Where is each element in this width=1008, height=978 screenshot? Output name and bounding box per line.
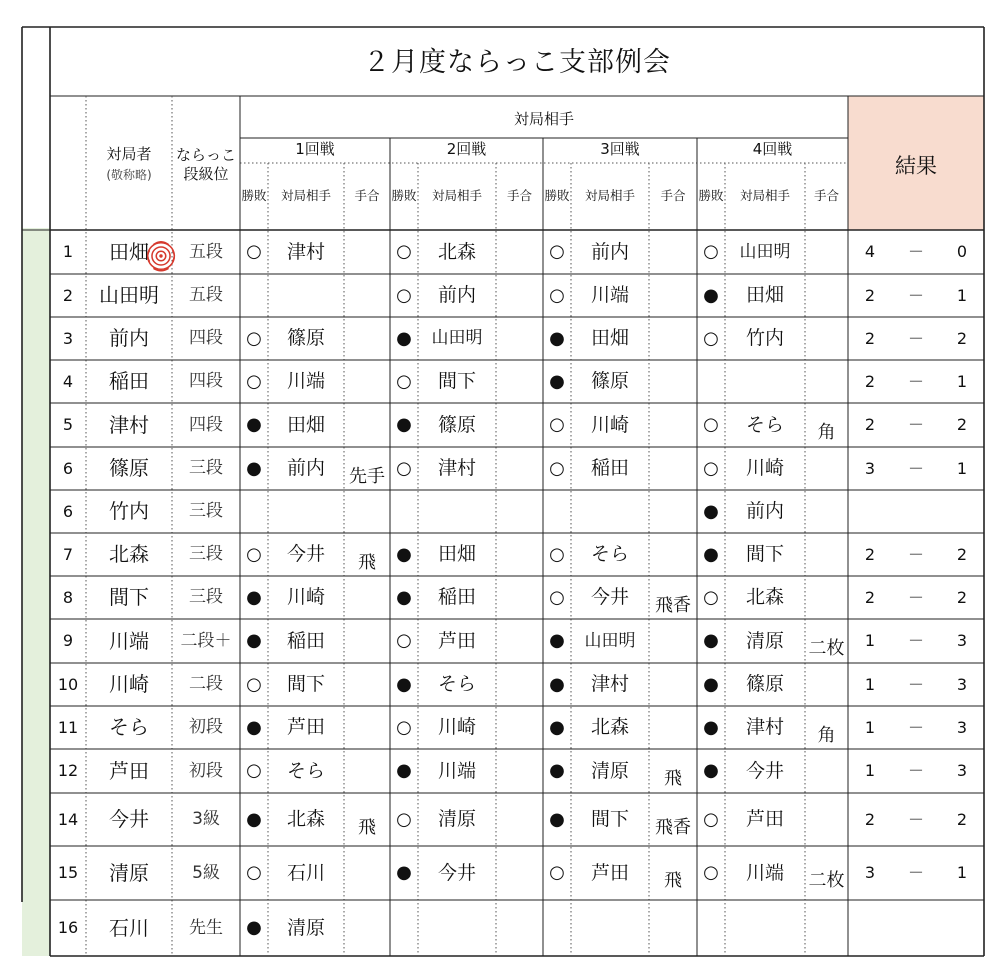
round-2-header: 2回戦 [446,140,487,158]
loss-mark: ● [549,328,565,349]
sub-header-opponent: 対局相手 [431,188,482,203]
score-wins: 4 [864,242,876,261]
loss-mark: ● [703,674,719,695]
opponent-name: 川崎 [590,414,629,436]
opponent-name: 川端 [437,760,476,782]
handicap: 飛 [358,552,376,573]
loss-mark: ● [703,501,719,522]
player-rank: 5級 [192,863,220,883]
opponent-name: 川崎 [437,716,476,738]
win-mark: ○ [549,862,565,883]
player-rank: 三段 [189,544,223,564]
opponent-name: 田畑 [437,543,476,565]
win-mark: ○ [246,862,262,883]
score-dash: － [907,631,924,650]
player-rank: 二段＋ [180,631,232,651]
opponent-name: そら [286,760,325,782]
player-name: 川端 [109,629,149,653]
win-mark: ○ [396,630,412,651]
score-losses: 2 [956,415,968,434]
opponent-name: 田畑 [745,284,784,306]
win-mark: ○ [703,458,719,479]
handicap: 二枚 [808,870,845,891]
loss-mark: ● [246,809,262,830]
loss-mark: ● [396,760,412,781]
row-number: 15 [57,863,79,882]
row-number: 5 [62,415,74,434]
score-wins: 2 [864,286,876,305]
round-1-header: 1回戦 [295,140,335,158]
player-name: 稲田 [109,369,149,393]
player-rank: 四段 [189,371,223,391]
opponent-name: 前内 [745,500,784,522]
loss-mark: ● [703,630,719,651]
win-mark: ○ [703,862,719,883]
sub-header-opponent: 対局相手 [280,188,331,203]
opponent-name: 津村 [590,673,629,695]
opponent-name: 篠原 [286,327,325,349]
win-mark: ○ [549,414,565,435]
win-mark: ○ [549,458,565,479]
score-dash: － [907,588,924,607]
score-losses: 1 [956,863,968,882]
sub-header-win: 勝敗 [544,188,570,203]
header-rank-2: 段級位 [183,165,229,183]
loss-mark: ● [703,717,719,738]
score-dash: － [907,810,924,829]
opponent-name: 稲田 [286,630,325,652]
player-rank: 四段 [189,415,223,435]
opponent-name: 山田明 [431,328,483,348]
loss-mark: ● [396,862,412,883]
score-wins: 1 [864,761,876,780]
row-number: 1 [62,242,74,261]
opponent-name: 山田明 [739,242,791,262]
win-mark: ○ [246,544,262,565]
row-number: 16 [57,918,79,937]
player-name: 山田明 [99,283,159,307]
opponent-name: 北森 [286,808,325,830]
row-number: 12 [57,761,79,780]
opponent-name: 清原 [437,808,476,830]
player-name: 間下 [109,585,149,609]
row-number: 4 [62,372,74,391]
header-opponents: 対局相手 [513,110,574,128]
opponent-name: 北森 [437,241,476,263]
loss-mark: ● [549,717,565,738]
win-mark: ○ [703,241,719,262]
opponent-name: 北森 [590,716,629,738]
opponent-name: そら [437,673,476,695]
win-mark: ○ [549,587,565,608]
loss-mark: ● [703,285,719,306]
win-mark: ○ [396,458,412,479]
win-mark: ○ [703,328,719,349]
sub-header-handicap: 手合 [660,188,686,203]
row-number: 11 [57,718,79,737]
opponent-name: 津村 [286,241,325,263]
handicap: 角 [817,422,836,443]
score-dash: － [907,675,924,694]
score-losses: 1 [956,286,968,305]
row-number: 9 [62,631,74,650]
loss-mark: ● [703,544,719,565]
opponent-name: 川端 [745,862,784,884]
sub-header-win: 勝敗 [698,188,724,203]
win-mark: ○ [246,328,262,349]
opponent-name: 芦田 [745,808,784,830]
score-losses: 2 [956,810,968,829]
opponent-name: 竹内 [745,327,784,349]
opponent-name: 稲田 [437,586,476,608]
opponent-name: 前内 [286,457,325,479]
win-mark: ○ [246,241,262,262]
row-number: 8 [62,588,74,607]
score-losses: 2 [956,588,968,607]
player-name: 今井 [109,807,149,831]
score-wins: 2 [864,372,876,391]
opponent-name: 川崎 [745,457,784,479]
header-player-note: (敬称略) [106,168,152,182]
opponent-name: 今井 [286,543,325,565]
score-wins: 3 [864,863,876,882]
player-rank: 先生 [189,918,223,938]
opponent-name: 間下 [590,808,629,830]
opponent-name: そら [745,414,784,436]
opponent-name: 津村 [437,457,476,479]
row-number: 3 [62,329,74,348]
opponent-name: 津村 [745,716,784,738]
score-wins: 1 [864,631,876,650]
loss-mark: ● [246,630,262,651]
score-dash: － [907,329,924,348]
player-name: 篠原 [109,456,149,480]
handicap: 飛 [358,817,376,838]
player-rank: 3級 [192,809,220,829]
score-dash: － [907,863,924,882]
opponent-name: 篠原 [590,370,629,392]
loss-mark: ● [246,587,262,608]
player-name: 清原 [109,861,149,885]
score-losses: 3 [956,675,968,694]
score-dash: － [907,545,924,564]
score-losses: 0 [956,242,968,261]
score-losses: 3 [956,631,968,650]
opponent-name: そら [590,543,629,565]
loss-mark: ● [246,458,262,479]
score-dash: － [907,761,924,780]
loss-mark: ● [549,809,565,830]
loss-mark: ● [246,414,262,435]
row-number: 6 [62,459,74,478]
win-mark: ○ [396,285,412,306]
score-dash: － [907,459,924,478]
score-wins: 2 [864,810,876,829]
player-rank: 初段 [189,761,223,781]
opponent-name: 今井 [590,586,629,608]
loss-mark: ● [549,760,565,781]
sub-header-handicap: 手合 [813,188,839,203]
win-mark: ○ [549,285,565,306]
opponent-name: 芦田 [590,862,629,884]
loss-mark: ● [703,760,719,781]
row-number: 6 [62,502,74,521]
player-name: 津村 [109,413,149,437]
player-rank: 四段 [189,328,223,348]
win-mark: ○ [396,809,412,830]
player-rank: 三段 [189,587,223,607]
opponent-name: 稲田 [590,457,629,479]
win-mark: ○ [703,809,719,830]
win-mark: ○ [396,371,412,392]
player-name: 前内 [109,326,149,350]
handicap: 飛香 [655,595,691,616]
opponent-name: 芦田 [286,716,325,738]
loss-mark: ● [549,630,565,651]
loss-mark: ● [246,717,262,738]
row-number: 10 [57,675,79,694]
player-name: 竹内 [109,499,149,523]
win-mark: ○ [703,587,719,608]
score-wins: 3 [864,459,876,478]
loss-mark: ● [396,414,412,435]
score-losses: 3 [956,761,968,780]
handicap: 飛 [664,768,682,789]
round-4-header: 4回戦 [752,140,793,158]
score-losses: 2 [956,329,968,348]
opponent-name: 芦田 [437,630,476,652]
win-mark: ○ [703,414,719,435]
loss-mark: ● [549,371,565,392]
opponent-name: 篠原 [437,414,476,436]
player-name: そら [109,715,149,739]
handicap: 先手 [349,466,385,487]
score-losses: 1 [956,459,968,478]
opponent-name: 川端 [590,284,629,306]
player-name: 田畑 [109,240,149,264]
opponent-name: 間下 [745,543,784,565]
win-mark: ○ [396,717,412,738]
player-name: 北森 [109,542,149,566]
loss-mark: ● [396,544,412,565]
score-losses: 2 [956,545,968,564]
score-wins: 2 [864,588,876,607]
opponent-name: 今井 [745,760,784,782]
loss-mark: ● [396,587,412,608]
player-rank: 二段 [189,674,223,694]
loss-mark: ● [396,674,412,695]
score-wins: 2 [864,329,876,348]
loss-mark: ● [549,674,565,695]
player-rank: 初段 [189,717,223,737]
win-mark: ○ [246,674,262,695]
score-dash: － [907,415,924,434]
opponent-name: 間下 [437,370,476,392]
opponent-name: 北森 [745,586,784,608]
score-dash: － [907,718,924,737]
score-wins: 2 [864,545,876,564]
sub-header-handicap: 手合 [506,188,532,203]
score-dash: － [907,286,924,305]
player-name: 芦田 [109,759,149,783]
handicap: 角 [817,725,836,746]
opponent-name: 清原 [286,917,325,939]
win-mark: ○ [246,760,262,781]
player-name: 石川 [109,916,149,940]
score-dash: － [907,372,924,391]
score-losses: 3 [956,718,968,737]
round-3-header: 3回戦 [600,140,640,158]
header-player: 対局者 [106,145,152,163]
sub-header-win: 勝敗 [241,188,267,203]
header-result: 結果 [895,154,937,178]
player-name: 川崎 [109,672,149,696]
player-rank: 三段 [189,501,223,521]
opponent-name: 今井 [437,862,476,884]
player-rank: 三段 [189,458,223,478]
red-rose-seal-icon [142,237,180,275]
handicap: 二枚 [808,638,845,659]
win-mark: ○ [549,241,565,262]
opponent-name: 篠原 [745,673,784,695]
win-mark: ○ [246,371,262,392]
score-losses: 1 [956,372,968,391]
row-number: 2 [62,286,74,305]
handicap: 飛香 [655,817,691,838]
opponent-name: 前内 [437,284,476,306]
score-wins: 1 [864,718,876,737]
opponent-name: 田畑 [590,327,629,349]
row-number: 7 [62,545,74,564]
sub-header-win: 勝敗 [391,188,417,203]
opponent-name: 間下 [286,673,325,695]
handicap: 飛 [664,870,682,891]
sub-header-opponent: 対局相手 [584,188,635,203]
opponent-name: 清原 [745,630,784,652]
win-mark: ○ [549,544,565,565]
opponent-name: 前内 [590,241,629,263]
win-mark: ○ [396,241,412,262]
opponent-name: 田畑 [286,414,325,436]
page-title: ２月度ならっこ支部例会 [363,47,671,78]
score-wins: 1 [864,675,876,694]
opponent-name: 山田明 [584,631,636,651]
sub-header-opponent: 対局相手 [739,188,790,203]
player-rank: 五段 [189,285,223,305]
opponent-name: 川端 [286,370,325,392]
header-rank-1: ならっこ [175,146,236,164]
opponent-name: 清原 [590,760,629,782]
loss-mark: ● [246,917,262,938]
sub-header-handicap: 手合 [354,188,380,203]
score-dash: － [907,242,924,261]
player-rank: 五段 [189,242,223,262]
opponent-name: 川崎 [286,586,325,608]
opponent-name: 石川 [286,862,325,884]
row-number: 14 [57,810,79,829]
loss-mark: ● [396,328,412,349]
score-wins: 2 [864,415,876,434]
